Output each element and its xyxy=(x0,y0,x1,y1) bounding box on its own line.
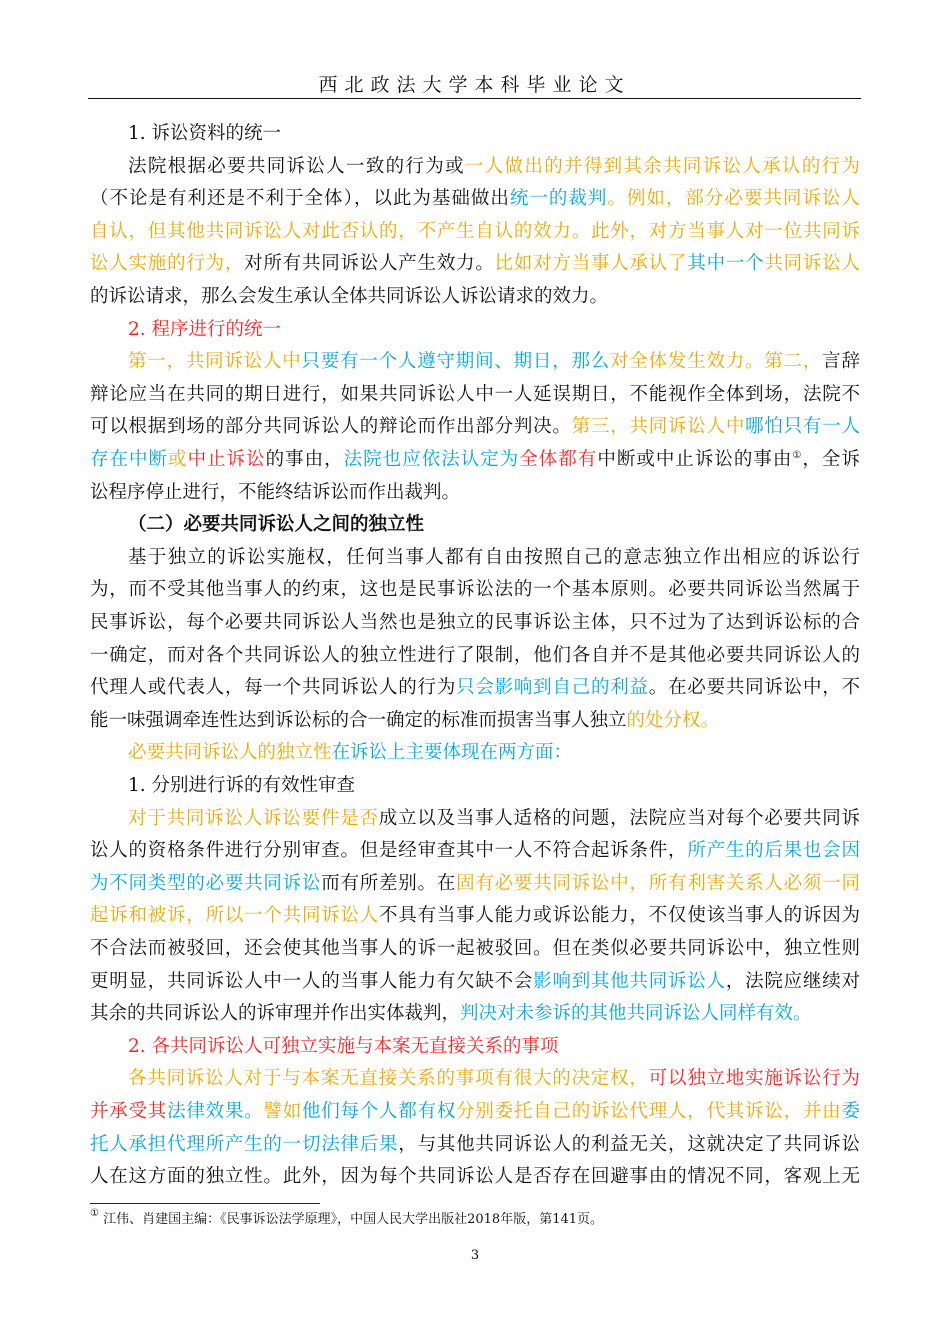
text-run: 。 xyxy=(607,188,627,210)
text-run: 共同诉讼人 xyxy=(764,253,860,275)
text-run: 统一的裁判 xyxy=(509,188,608,210)
text-run: 2. 各共同诉讼人可独立实施与本案无直接关系的事项 xyxy=(128,1035,559,1057)
text-line xyxy=(90,1062,860,1096)
text-line xyxy=(90,280,860,314)
text-run: 辩论应当在共同的期日进行，如果共同诉讼人中一人延误期日，不能视作全体到场，法院不 xyxy=(90,383,860,405)
text-run: 人在这方面的独立性。此外，因为每个共同诉讼人是否存在回避事由的情况不同，客观上无 xyxy=(90,1166,860,1188)
text-run: 其余的共同诉讼人的诉审理并作出实体裁判， xyxy=(90,1003,461,1025)
text-run: 所产生的后果也会因 xyxy=(687,840,860,862)
text-run: 的诉讼请求，那么会发生承认全体共同诉讼人诉讼请求的效力。 xyxy=(90,286,609,307)
text-run: 代理人或代表人，每一个共同诉讼人的行为 xyxy=(90,677,457,699)
footnote-ref: ① xyxy=(792,450,803,461)
text-run: 可以根据到场的部分共同诉讼人的辩论而作出部分判决。 xyxy=(90,416,572,438)
text-run: 他们每个人都有权 xyxy=(301,1101,457,1122)
text-line xyxy=(90,834,860,868)
text-run: 成立以及当事人适格的问题，法院应当对每个必要共同诉 xyxy=(378,807,860,829)
text-run: 影响到其他共同诉讼人 xyxy=(533,970,726,992)
text-run: 一确定，而对各个共同诉讼人的独立性进行了限制，他们各自并不是其他必要共同诉讼人的 xyxy=(90,644,860,666)
text-run: 必要共同诉讼人的独立性 xyxy=(128,742,332,764)
text-run: 在诉讼上主要体现在两方面： xyxy=(331,742,573,764)
text-run: ，全诉 xyxy=(802,449,860,470)
text-line xyxy=(90,704,860,738)
text-line xyxy=(90,1095,860,1129)
text-line xyxy=(90,606,860,640)
text-run: 例如，部分必要共同诉讼人 xyxy=(626,188,860,210)
text-run: ，法院应继续对 xyxy=(725,970,860,992)
text-run: 不合法而被驳回，还会使其他当事人的诉一起被驳回。但在类似必要共同诉讼中，独立性则 xyxy=(90,938,860,959)
text-line xyxy=(90,443,860,477)
text-line xyxy=(90,965,860,999)
footnote xyxy=(90,1210,603,1230)
text-line xyxy=(90,1160,860,1194)
running-header: 西北政法大学本科毕业论文 xyxy=(318,74,631,96)
text-line xyxy=(90,997,860,1031)
text-line xyxy=(90,150,860,184)
text-run: 的事由， xyxy=(265,449,344,470)
text-run: 判决对未参诉的其他共同诉讼人同样有效。 xyxy=(460,1003,812,1025)
text-run: 第一，共同诉讼人中 xyxy=(128,351,302,373)
text-line xyxy=(90,508,860,542)
text-run: 对于共同诉讼人诉讼要件是否 xyxy=(128,807,379,829)
text-run: 存在中断 xyxy=(90,449,169,470)
text-run: 为不同类型的必要共同诉讼 xyxy=(90,872,322,894)
page-number: 3 xyxy=(470,1248,480,1263)
text-run: 能一味强调牵连性达到诉讼标的合一确定的标准而损害当事人独立 xyxy=(90,709,627,731)
text-line xyxy=(90,671,860,705)
text-run: 法院根据必要共同诉讼人一致的行为或 xyxy=(128,155,465,177)
text-run: 比如对方当事人承认了 xyxy=(494,253,688,275)
text-run: 起诉和被诉，所以一个共同诉讼人 xyxy=(90,905,380,927)
text-line xyxy=(90,932,860,966)
text-line xyxy=(90,541,860,575)
text-run: 法律效果。 xyxy=(167,1101,264,1122)
text-line xyxy=(90,182,860,216)
text-run: 并承受其 xyxy=(90,1101,168,1122)
text-run: 譬如 xyxy=(263,1101,302,1122)
text-run: 基于独立的诉讼实施权，任何当事人都有自由按照自己的意志独立作出相应的诉讼行 xyxy=(128,546,860,568)
text-line xyxy=(90,802,860,836)
text-run: 而有所差别。在 xyxy=(321,872,457,894)
text-run: 只会影响到自己的利益 xyxy=(456,677,649,699)
text-run: 讼程序停止进行，不能终结诉讼而作出裁判。 xyxy=(90,481,461,503)
text-run: 民事诉讼，每个必要共同诉讼人当然也是独立的民事诉讼主体，只不过为了达到诉讼标的合 xyxy=(90,612,860,633)
text-run: 1. 分别进行诉的有效性审查 xyxy=(128,775,356,796)
text-run: 为，而不受其他当事人的约束，这也是民事诉讼法的一个基本原则。必要共同诉讼当然属于 xyxy=(90,579,860,601)
text-line xyxy=(90,247,860,281)
text-run: 其中一个 xyxy=(687,253,765,275)
text-line xyxy=(90,1128,860,1162)
text-run: 哪怕只有一人 xyxy=(745,416,860,438)
text-line xyxy=(90,639,860,673)
text-run: 言辞 xyxy=(822,351,860,373)
text-run: （不论是有利还是不利于全体），以此为基础做出 xyxy=(90,188,510,210)
text-run: 讼人实施的行为， xyxy=(90,253,245,275)
text-run: 对所有共同诉讼人产生效力。 xyxy=(244,253,495,275)
text-line xyxy=(90,769,860,803)
text-run: 第三，共同诉讼人中 xyxy=(571,416,746,438)
text-line xyxy=(90,345,860,379)
text-line xyxy=(90,736,860,770)
text-run: 。在必要共同诉讼中，不 xyxy=(648,677,860,699)
text-run: （二）必要共同诉讼人之间的独立性 xyxy=(128,514,425,536)
text-run: 自认，但其他共同诉讼人对此否认的，不产生自认的效力。此外，对方当事人对一位共同诉 xyxy=(90,220,860,242)
text-line xyxy=(90,378,860,412)
text-run: 的处分权。 xyxy=(626,709,720,731)
text-run: 更明显，共同诉讼人中一人的当事人能力有欠缺不会 xyxy=(90,970,534,992)
text-run: 对全体发生效力。第二， xyxy=(610,351,823,373)
text-run: 中止诉讼 xyxy=(187,449,266,470)
text-run: 委 xyxy=(841,1101,860,1122)
text-run: 各共同诉讼人对于与本案无直接关系的事项有很大的决定权， xyxy=(128,1068,649,1090)
text-run: ，与其他共同诉讼人的利益无关，这就决定了共同诉讼 xyxy=(398,1133,860,1155)
text-line xyxy=(90,476,860,510)
text-line xyxy=(90,117,860,151)
text-run: 2. 程序进行的统一 xyxy=(128,318,282,340)
footnote-mark: ① xyxy=(90,1208,99,1219)
footnote-separator xyxy=(90,1203,320,1204)
text-run: 中断或中止诉讼的事由 xyxy=(597,449,793,470)
text-run: 不具有当事人能力或诉讼能力，不仅使该当事人的诉因为 xyxy=(379,905,860,927)
text-run: 法院也应依法认定为 xyxy=(343,449,520,470)
text-run: 或 xyxy=(168,449,188,470)
text-line xyxy=(90,215,860,249)
text-run: 固有必要共同诉讼中，所有利害关系人必须一同 xyxy=(456,872,860,894)
text-run: 托人承担代理所产生的一切法律后果 xyxy=(90,1133,399,1155)
text-line xyxy=(90,573,860,607)
text-run: 分别委托自己的诉讼代理人，代其诉讼，并由 xyxy=(456,1101,842,1122)
header-rule xyxy=(88,98,861,99)
text-run: 全体都有 xyxy=(519,449,598,470)
text-line xyxy=(90,1030,860,1064)
text-run: 只要有一个人遵守期间、期日，那么 xyxy=(301,351,611,373)
text-line xyxy=(90,867,860,901)
footnote-text: 江伟、肖建国主编：《民事诉讼法学原理》，中国人民大学出版社2018年版，第141页。 xyxy=(103,1212,604,1227)
text-run: 1. 诉讼资料的统一 xyxy=(128,123,282,144)
text-run: 讼人的资格条件进行分别审查。但是经审查其中一人不符合起诉条件， xyxy=(90,840,688,862)
text-line xyxy=(90,410,860,444)
text-line xyxy=(90,899,860,933)
text-run: 一人做出的并得到其余共同诉讼人承认的行为 xyxy=(464,155,860,177)
text-run: 可以独立地实施诉讼行为 xyxy=(648,1068,860,1090)
text-line xyxy=(90,313,860,347)
